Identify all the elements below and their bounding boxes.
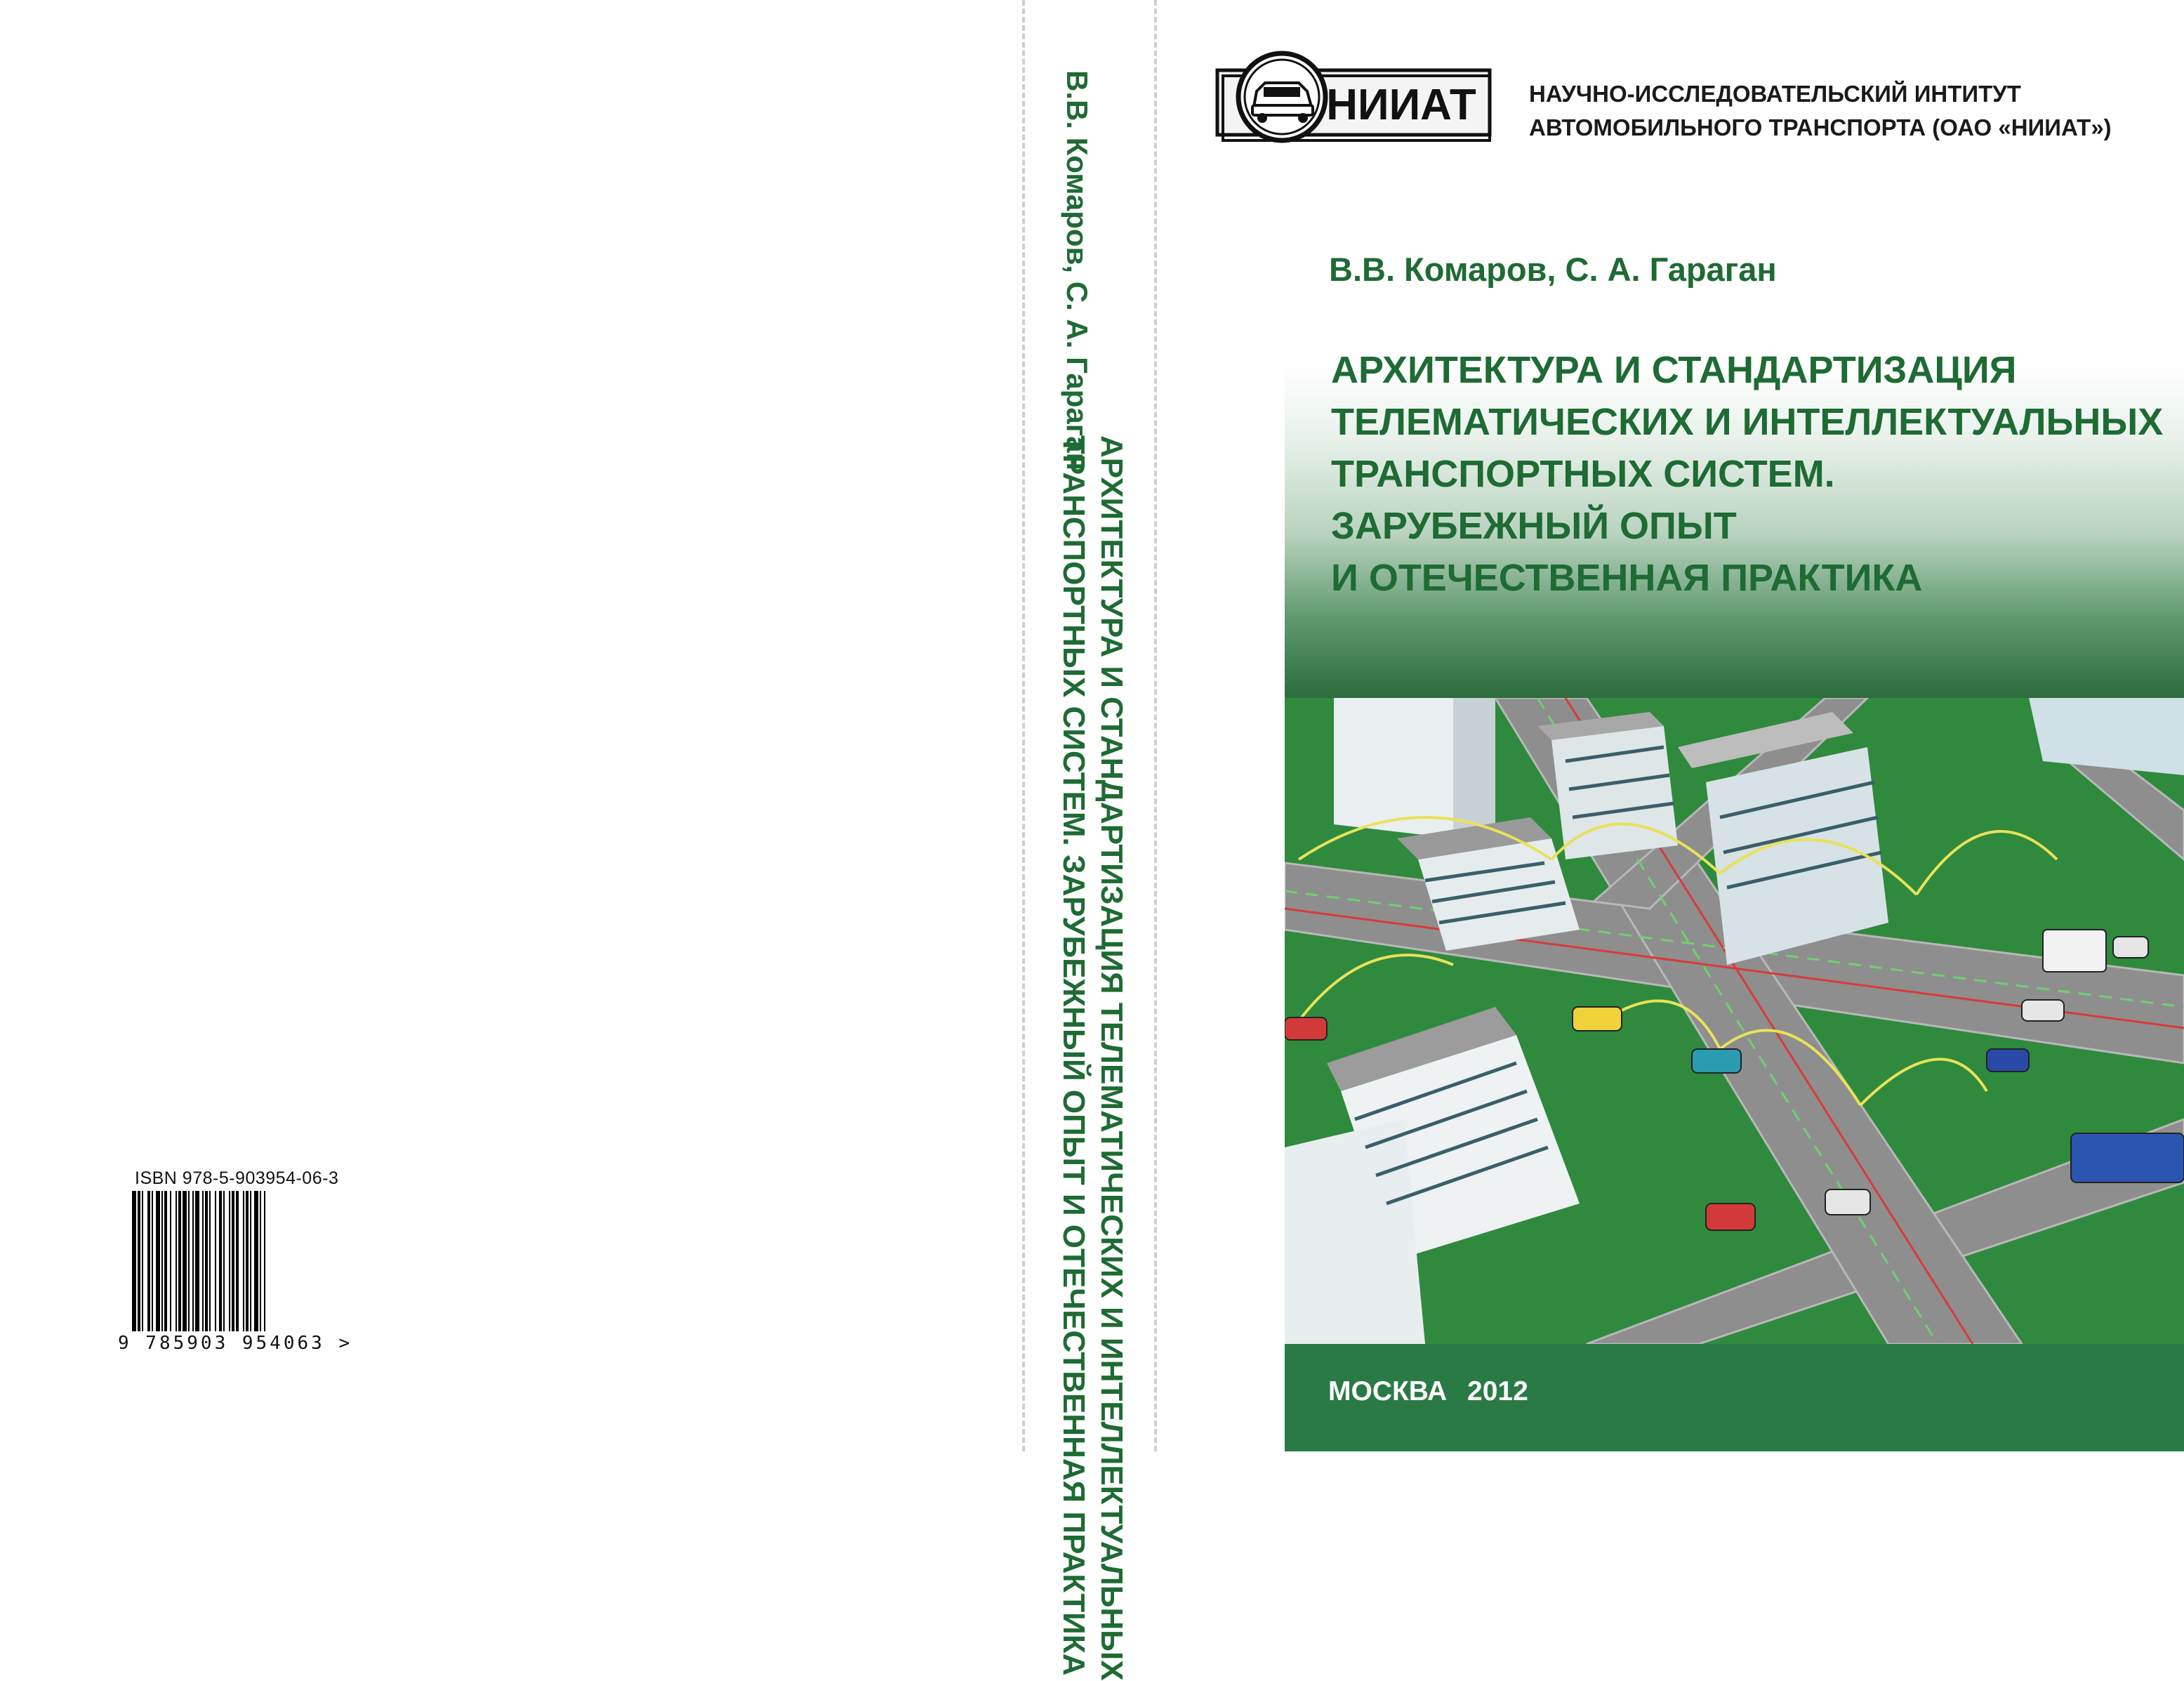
publication-city: МОСКВА [1328,1376,1448,1406]
book-authors: В.В. Комаров, С. А. Гараган [1329,251,1777,288]
spine-authors: В.В. Комаров, С. А. Гараган [1061,70,1094,470]
publisher-name [1529,77,2112,145]
title-line: ТРАНСПОРТНЫХ СИСТЕМ. [1331,453,1835,495]
title-line: И ОТЕЧЕСТВЕННАЯ ПРАКТИКА [1331,557,1923,599]
logo-text: НИИАТ [1326,81,1476,129]
spine-cut-line-left [1022,0,1025,1451]
book-title [1331,344,2163,604]
title-line: АРХИТЕКТУРА И СТАНДАРТИЗАЦИЯ [1331,349,2017,391]
title-line: ЗАРУБЕЖНЫЙ ОПЫТ [1331,505,1737,547]
isbn-label: ISBN 978-5-903954-06-3 [135,1168,339,1188]
publication-year: 2012 [1467,1376,1528,1406]
barcode [131,1191,324,1331]
publisher-line-2: АВТОМОБИЛЬНОГО ТРАНСПОРТА (ОАО «НИИАТ») [1529,114,2112,140]
niiat-logo [1213,51,1494,143]
spine-cut-line-right [1154,0,1157,1451]
title-line: ТЕЛЕМАТИЧЕСКИХ И ИНТЕЛЛЕКТУАЛЬНЫХ [1331,401,2164,443]
publisher-line-1: НАУЧНО-ИССЛЕДОВАТЕЛЬСКИЙ ИНТИТУТ [1529,81,2021,107]
city-traffic-illustration [1285,698,2184,1344]
barcode-digits: 9 785903 954063 > [118,1333,353,1354]
spine-title-line-1: АРХИТЕКТУРА И СТАНДАРТИЗАЦИЯ ТЕЛЕМАТИЧЕСКИХ И ИНТЕЛЛЕКТУАЛЬНЫХ [1094,435,1129,1681]
spine-title-line-2: ТРАНСПОРТНЫХ СИСТЕМ. ЗАРУБЕЖНЫЙ ОПЫТ И ОТЕЧЕСТВЕННАЯ ПРАКТИКА [1057,435,1091,1676]
